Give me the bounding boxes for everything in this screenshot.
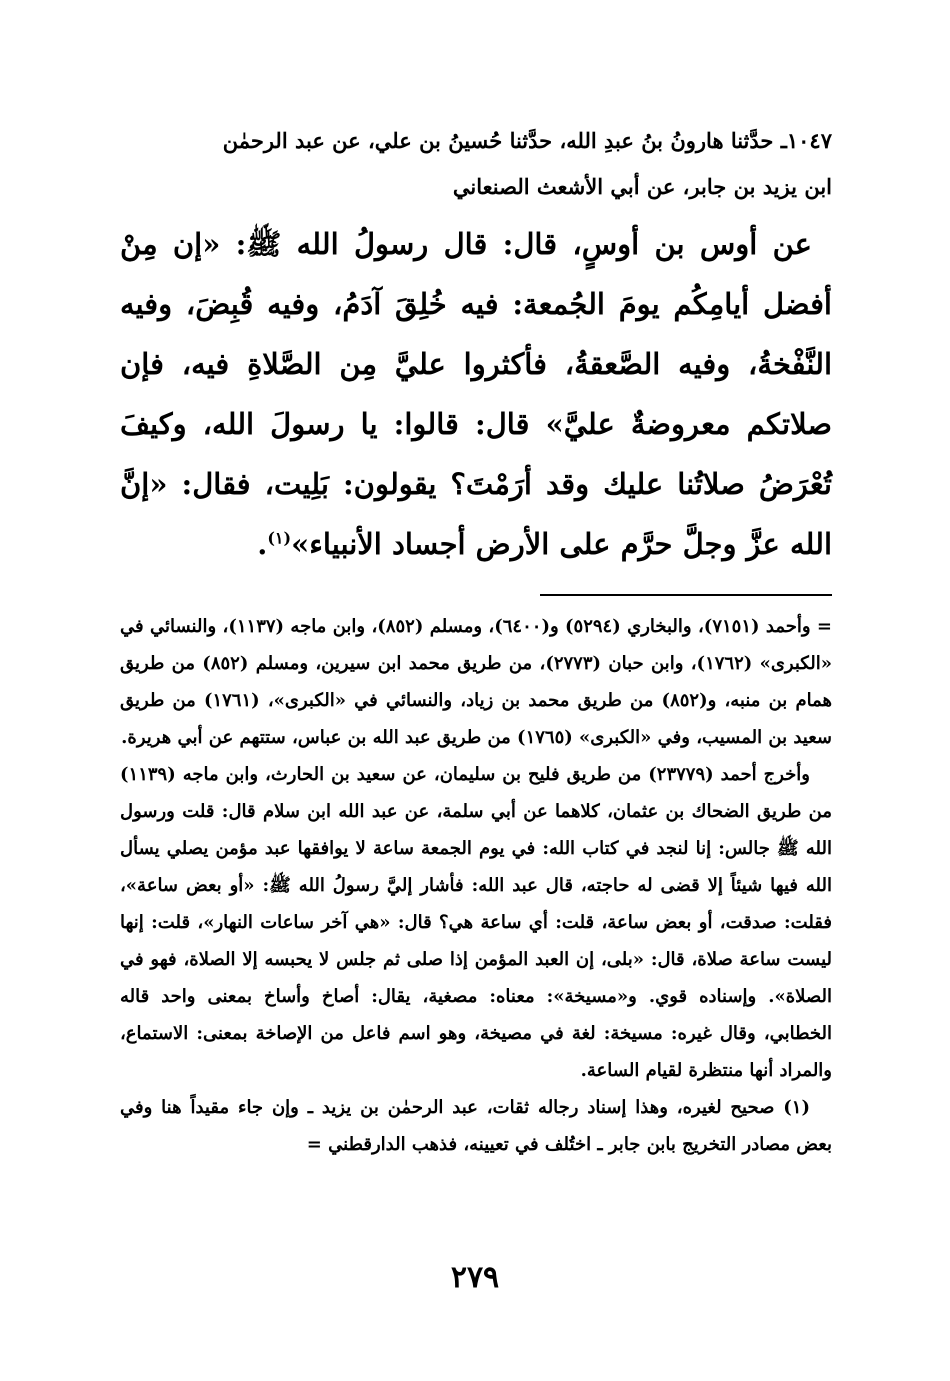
footnote-reference[interactable]: (١) [267, 528, 292, 548]
footnote-paragraph: وأخرج أحمد (٢٣٧٧٩) من طريق فليح بن سليمان، عن سعيد بن الحارث، وابن ماجه (١١٣٩) من طريق الضحاك بن عثمان، كلاهما عن أبي سلمة، عن عبد الله ابن سلام قال: قلت ورسول الله ﷺ جالس: إنا لنجد في كتاب الله: في يوم الجمعة ساعة لا يوافقها عبد مؤمن يصلي يسأل الله فيها شيئاً إلا قضى له حاجته، قال عبد الله: فأشار إليَّ رسولُ الله ﷺ: «أو بعض ساعة»، فقلت: صدقت، أو بعض ساعة، قلت: أي ساعة هي؟ قال: «هي آخر ساعات النهار»، قلت: إنها ليست ساعة صلاة، قال: «بلى، إن العبد المؤمن إذا صلى ثم جلس لا يحبسه إلا الصلاة، فهو في الصلاة». وإسناده قوي. و«مسيخة»: معناه: مصغية، يقال: أصاخ وأساخ بمعنى واحد قاله الخطابي، وقال غيره: مسيخة: لغة في مصيخة، وهو اسم فاعل من الإصاخة بمعنى: الاستماع، والمراد أنها منتظرة لقيام الساعة. [120, 764, 832, 1081]
chain-line-1: ١٠٤٧ـ حدَّثنا هارونُ بنُ عبدِ الله، حدَّثنا حُسينُ بن علي، عن عبد الرحمٰن [222, 128, 832, 153]
page-number: ٢٧٩ [450, 1260, 500, 1295]
hadith-text [120, 214, 832, 574]
hadith-block [120, 118, 832, 574]
matn-end: . [257, 527, 268, 561]
footnote-continuation: = وأحمد (٧١٥١)، والبخاري (٥٢٩٤) و(٦٤٠٠)، ومسلم (٨٥٢)، وابن ماجه (١١٣٧)، والنسائي في «الكبرى» (١٧٦٢)، وابن حبان (٢٧٧٣)، من طريق محمد ابن سيرين، ومسلم (٨٥٢) من طريق همام بن منبه، و(٨٥٢) من طريق محمد بن زياد، والنسائي في «الكبرى»، (١٧٦١) من طريق سعيد بن المسيب، وفي «الكبرى» (١٧٦٥) من طريق عبد الله بن عباس، ستتهم عن أبي هريرة. [120, 616, 833, 748]
chain-line-2: ابن يزيد بن جابر، عن أبي الأشعث الصنعاني [452, 174, 832, 199]
footnote-1: (١) صحيح لغيره، وهذا إسناد رجاله ثقات، عبد الرحمٰن بن يزيد ـ وإن جاء مقيداً هنا وفي بعض مصادر التخريج بابن جابر ـ اختُلف في تعيينه، فذهب الدارقطني = [120, 1097, 832, 1155]
footnote-separator [540, 594, 832, 596]
hadith-matn: عن أوس بن أوسٍ، قال: قال رسولُ الله ﷺ: «إن مِنْ أفضل أيامِكُم يومَ الجُمعة: فيه خُلِقَ آدَمُ، وفيه قُبِضَ، وفيه النَّفْخةُ، وفيه الصَّعقةُ، فأكثروا عليَّ مِن الصَّلاةِ فيه، فإن صلاتكم معروضةٌ عليَّ» قال: قالوا: يا رسولَ الله، وكيفَ تُعْرَضُ صلاتُنا عليك وقد أرَمْتَ؟ يقولون: بَلِيت، فقال: «إنَّ الله عزَّ وجلَّ حرَّم على الأرض أجساد الأنبياء» [120, 227, 832, 561]
hadith-chain [120, 118, 832, 210]
footnotes-section [120, 608, 832, 1163]
